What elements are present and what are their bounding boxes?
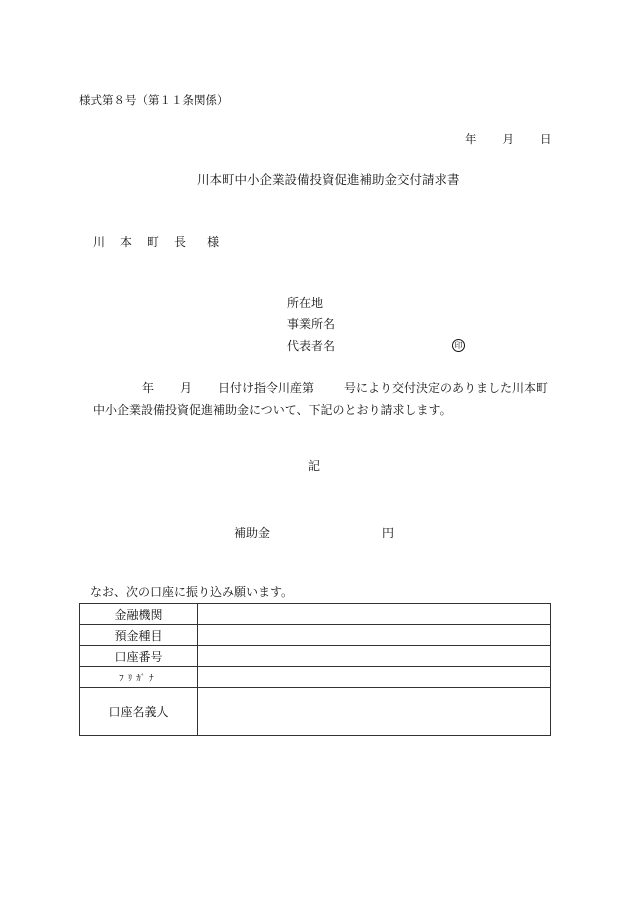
account-number-label: 口座番号 — [80, 646, 198, 667]
bank-name-label: 金融機関 — [80, 604, 198, 625]
body-month: 月 — [180, 381, 193, 395]
deposit-type-label: 預金種目 — [80, 625, 198, 646]
bank-note: なお、次の口座に振り込み願います。 — [90, 585, 294, 599]
bank-name-field[interactable] — [198, 604, 551, 625]
date-line — [465, 134, 552, 146]
addressee-char: 長 — [174, 235, 187, 249]
table-row — [80, 688, 551, 736]
body-segment-2: 号により交付決定のありました川本町中小企業設備投資促進補助金について、下記のとおり請求します。 — [93, 381, 549, 417]
addressee — [93, 236, 234, 248]
table-row — [80, 625, 551, 646]
table-row — [80, 667, 551, 688]
account-holder-field[interactable] — [198, 688, 551, 736]
table-row — [80, 604, 551, 625]
document-title: 川本町中小企業設備投資促進補助金交付請求書 — [197, 172, 460, 187]
subsidy-amount-label: 補助金 — [234, 526, 271, 540]
account-number-field[interactable] — [198, 646, 551, 667]
addressee-char: 本 — [120, 235, 133, 249]
form-number: 様式第８号（第１１条関係） — [79, 93, 229, 107]
addressee-honorific: 様 — [207, 235, 220, 249]
body-segment-1: 日付け指令川産第 — [218, 381, 315, 395]
date-month: 月 — [502, 132, 514, 146]
deposit-type-field[interactable] — [198, 625, 551, 646]
date-year: 年 — [465, 132, 477, 146]
address-label: 所在地 — [287, 296, 324, 310]
office-name-label: 事業所名 — [287, 317, 336, 331]
addressee-char: 町 — [147, 235, 160, 249]
body-year: 年 — [142, 381, 155, 395]
subsidy-amount-unit: 円 — [382, 526, 395, 540]
date-day: 日 — [540, 132, 552, 146]
ki-heading: 記 — [308, 459, 321, 473]
bank-account-table — [79, 603, 551, 736]
account-holder-label: 口座名義人 — [80, 688, 198, 736]
representative-label: 代表者名 — [287, 339, 336, 353]
furigana-label: ﾌﾘｶﾞﾅ — [80, 667, 198, 688]
request-body — [93, 377, 558, 421]
furigana-field[interactable] — [198, 667, 551, 688]
table-row — [80, 646, 551, 667]
addressee-char: 川 — [93, 235, 106, 249]
seal-icon: 印 — [452, 339, 465, 352]
